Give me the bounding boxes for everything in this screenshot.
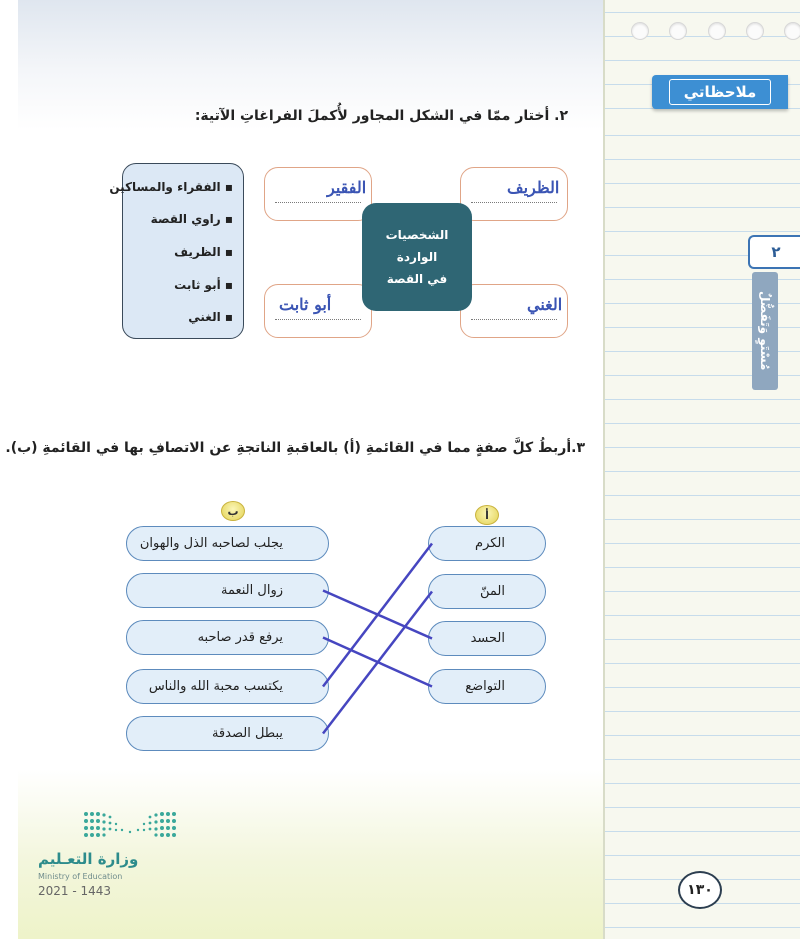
fill-blank-box[interactable] <box>460 167 568 221</box>
word-bank-item: ▪ الغني <box>188 310 233 324</box>
list-a-item[interactable]: الكرم <box>428 526 546 561</box>
list-a-item[interactable]: الحسد <box>428 621 546 656</box>
ministry-logo-mark <box>82 810 178 844</box>
characters-center-box <box>362 203 472 311</box>
center-line: الشخصيات <box>385 228 449 242</box>
fill-blank-answer: أبو ثابت <box>279 295 332 314</box>
center-line: في القصة <box>386 272 448 286</box>
fill-blank-answer: الفقير <box>327 178 367 197</box>
binder-hole <box>631 22 649 40</box>
word-bank-item: ▪ الظريف <box>174 245 233 259</box>
fill-blank-box[interactable] <box>264 167 372 221</box>
ministry-year: 2021 - 1443 <box>38 884 112 898</box>
answer-line <box>275 202 361 203</box>
list-a-item[interactable]: التواضع <box>428 669 546 704</box>
answer-line <box>471 202 557 203</box>
binder-hole <box>669 22 687 40</box>
page-number: ١٣٠ <box>678 871 722 909</box>
word-bank-item: ▪ أبو ثابت <box>174 278 233 292</box>
list-b-item[interactable]: يبطل الصدقة <box>126 716 329 751</box>
word-bank-item: ▪ الفقراء والمساكين <box>109 180 233 194</box>
notes-page <box>603 0 800 939</box>
binder-hole <box>784 22 800 40</box>
unit-number: ٢ <box>748 235 800 269</box>
word-bank <box>109 163 244 339</box>
list-b-item[interactable]: يجلب لصاحبه الذل والهوان <box>126 526 329 561</box>
question-3-title: ٣.أربطُ كلَّ صفةٍ مما في القائمةِ (أ) بالعاقبةِ الناتجةِ عن الاتصافِ بها في القائمةِ (ب). <box>5 440 585 456</box>
binder-hole <box>746 22 764 40</box>
center-line: الواردة <box>396 250 438 264</box>
ministry-name-en: Ministry of Education <box>38 872 123 881</box>
binder-hole <box>708 22 726 40</box>
list-b-label: ب <box>221 501 245 521</box>
question-2-title: ٢. أختار ممّا في الشكل المجاور لأُكملَ الفراغاتِ الآتية: <box>194 108 568 124</box>
worksheet-page <box>18 0 603 939</box>
list-b-item[interactable]: يكتسب محبة الله والناس <box>126 669 329 704</box>
list-b-item[interactable]: زوال النعمة <box>126 573 329 608</box>
fill-blank-box[interactable] <box>460 284 568 338</box>
answer-line <box>275 319 361 320</box>
notes-tab <box>652 75 788 109</box>
notes-tab-label: ملاحظاتي <box>669 79 772 105</box>
ministry-logo <box>38 810 188 910</box>
ministry-name-ar: وزارة التعـليم <box>38 850 139 868</box>
answer-line <box>471 319 557 320</box>
fill-blank-answer: الغني <box>527 295 563 314</box>
list-a-label: أ <box>475 505 499 525</box>
list-a-item[interactable]: المنّ <box>428 574 546 609</box>
word-bank-item: ▪ راوي القصة <box>150 212 233 226</box>
unit-label: مُسْتَوٍ وَتَفَضُّلٌ <box>752 272 778 390</box>
fill-blank-answer: الظريف <box>507 178 560 197</box>
fill-blank-box[interactable] <box>264 284 372 338</box>
list-b-item[interactable]: يرفع قدر صاحبه <box>126 620 329 655</box>
